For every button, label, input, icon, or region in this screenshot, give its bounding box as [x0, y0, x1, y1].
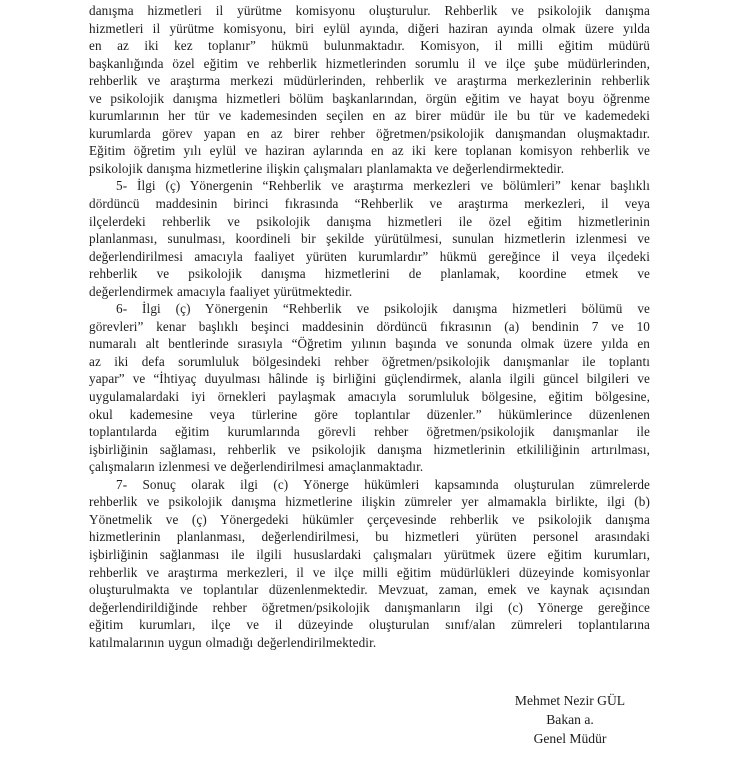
- paragraph-3-line-1: 6- İlgi (ç) Yönergenin “Rehberlik ve psikolojik danışma hizmetleri bölümü ve: [116, 301, 650, 317]
- paragraph-1-line-6: ve psikolojik danışma hizmetleri bölüm başkanlarından, örgün eğitim ve hayat boyu öğrenme: [89, 90, 650, 106]
- paragraph-2-line-3: ilçelerdeki rehberlik ve psikolojik danışma hizmetleri ile özel eğitim hizmetlerinin: [89, 213, 650, 229]
- paragraph-3-line-10: çalışmaların izlenmesi ve değerlendirilmesi amaçlanmaktadır.: [89, 459, 424, 475]
- paragraph-4-line-3: Yönetmelik ve (ç) Yönergedeki hükümler çerçevesinde rehberlik ve psikolojik danışma: [89, 511, 650, 527]
- paragraph-1-line-9: Eğitim öğretim yılı eylül ve haziran aylarında en az iki kere toplanan komisyon rehberlik ve: [89, 143, 650, 159]
- paragraph-2-line-1: 5- İlgi (ç) Yönergenin “Rehberlik ve araştırma merkezleri ve bölümleri” kenar başlıklı: [116, 178, 650, 194]
- paragraph-1-line-4: başkanlığında özel eğitim ve rehberlik hizmetlerinden sorumlu il ve ilçe şube müdürlerinden,: [89, 55, 650, 71]
- paragraph-4-line-7: oluşturulmakta ve toplantılar düzenlenmektedir. Mevzuat, zaman, emek ve kaynak açısından: [89, 582, 650, 598]
- paragraph-1-line-10: psikolojik danışma hizmetlerine ilişkin çalışmaları planlamakta ve değerlendirmektedir.: [89, 160, 565, 176]
- paragraph-2-line-2: dördüncü maddesinin birinci fıkrasında “Rehberlik ve araştırma merkezleri, il veya: [89, 196, 650, 212]
- paragraph-3-line-5: yapar” ve “İhtiyaç duyulması hâlinde iş birliğini güçlendirmek, alanla ilgili güncel bilgileri ve: [89, 371, 650, 387]
- paragraph-2-line-4: planlanması, sunulması, koordineli bir şekilde yürütülmesi, sunulan hizmetlerin izlenmesi ve: [89, 231, 650, 247]
- signatory-title: Genel Müdür: [533, 731, 607, 746]
- document-body: [89, 2, 650, 651]
- paragraph-4-line-2: rehberlik ve psikolojik danışma hizmetlerine ilişkin zümreler yer almamakla birlikte, ilgi (b): [89, 494, 650, 510]
- paragraph-4-line-8: değerlendirildiğinde rehber öğretmen/psikolojik danışmanların ilgi (c) Yönerge gereğince: [89, 599, 650, 615]
- signatory-name: Mehmet Nezir GÜL: [514, 693, 626, 708]
- paragraph-3-line-2: görevleri” kenar başlıklı beşinci maddesinin dördüncü fıkrasının (a) bendinin 7 ve 10: [89, 318, 650, 334]
- paragraph-2-line-5: değerlendirilmesi amacıyla faaliyet yürüten kurumlardır” hükmü gereğince il veya ilçedeki: [89, 248, 650, 264]
- paragraph-4-line-1: 7- Sonuç olarak ilgi (c) Yönerge hükümleri kapsamında oluşturulan zümrelerde: [116, 476, 650, 492]
- paragraph-4-line-5: işbirliğinin sağlanması ile ilgili hususlardaki çalışmaları yürütmek üzere eğitim kurumları,: [89, 546, 650, 562]
- paragraph-2-line-7: değerlendirmek amacıyla faaliyet yürütmektedir.: [89, 283, 353, 299]
- paragraph-2-line-6: rehberlik ve psikolojik danışma hizmetlerini de planlamak, koordine etmek ve: [89, 266, 650, 282]
- paragraph-3-line-8: toplantılarda eğitim kurumlarında görevli rehber öğretmen/psikolojik danışmanlar ile: [89, 424, 650, 440]
- paragraph-1-line-7: kurumlarının her tür ve kademesinden seçilen en az birer müdür ile bu tür ve kademedeki: [89, 108, 650, 124]
- paragraph-3-line-7: okul kademesine veya türlerine göre toplantılar düzenler.” hükümlerince düzenlenen: [89, 406, 650, 422]
- signature-block: [470, 691, 670, 748]
- paragraph-1-line-3: en az iki kez toplanır” hükmü bulunmaktadır. Komisyon, il milli eğitim müdürü: [89, 38, 650, 54]
- paragraph-3-line-9: işbirliğinin sağlaması, rehberlik ve psikolojik danışma hizmetlerinin etkililiğinin artırılması,: [89, 441, 650, 457]
- signatory-on-behalf: Bakan a.: [546, 712, 594, 727]
- paragraph-3-line-6: uygulamalardaki iyi örnekleri paylaşmak amacıyla sorumluluk bölgesine, eğitim bölgesine,: [89, 389, 650, 405]
- paragraph-4-line-6: rehberlik ve araştırma merkezleri, il ve ilçe milli eğitim müdürlükleri düzeyinde komisyonlar: [89, 564, 650, 580]
- paragraph-1-line-5: rehberlik ve araştırma merkezi müdürlerinden, rehberlik ve araştırma merkezlerinin rehberlik: [89, 73, 650, 89]
- paragraph-4-line-9: eğitim kurumları, ilçe ve il düzeyinde oluşturulan sınıf/alan zümreleri toplantılarına: [89, 617, 650, 633]
- paragraph-4-line-10: katılmalarının uygun olmadığı değerlendirilmektedir.: [89, 634, 377, 650]
- paragraph-1-line-2: hizmetleri il yürütme komisyonu, biri eylül ayında, diğeri haziran ayında olmak üzere yılda: [89, 20, 650, 36]
- paragraph-1-line-1: danışma hizmetleri il yürütme komisyonu oluşturulur. Rehberlik ve psikolojik danışma: [89, 3, 650, 18]
- paragraph-3-line-3: numaralı alt bentlerinde sırasıyla “Öğretim yılının başında ve sonunda olmak üzere yılda en: [89, 336, 650, 352]
- paragraph-1-line-8: kurumlarda görev yapan en az birer rehber öğretmen/psikolojik danışmandan oluşmaktadır.: [89, 125, 650, 141]
- paragraph-3-line-4: az iki defa sorumluluk bölgesindeki rehber öğretmen/psikolojik danışmanlar ile toplantı: [89, 353, 650, 369]
- paragraph-4-line-4: hizmetlerinin planlanması, değerlendirilmesi, bu hizmetleri yürüten personel arasındaki: [89, 529, 650, 545]
